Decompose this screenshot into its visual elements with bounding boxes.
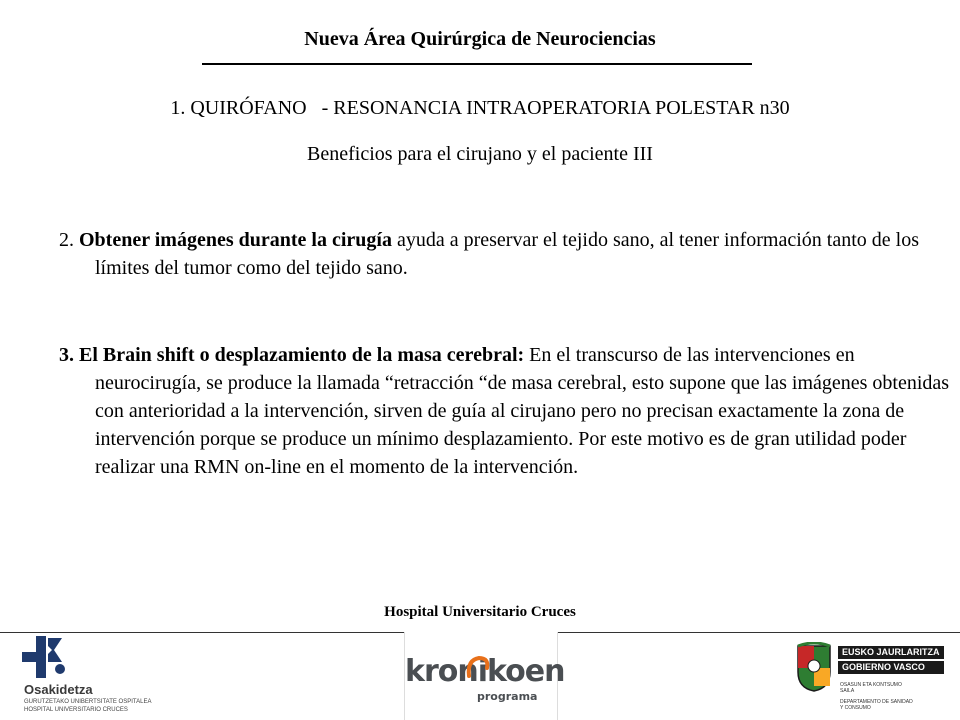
- osakidetza-subtitle-eu: GURUTZETAKO UNIBERTSITATE OSPITALEA: [24, 699, 152, 705]
- kronikoen-logo: [404, 632, 565, 720]
- gobierno-vasco-bar-eu: EUSKO JAURLARITZA: [838, 646, 944, 659]
- gobierno-vasco-bar-es: GOBIERNO VASCO: [838, 661, 944, 674]
- section-heading: 1. QUIRÓFANO - RESONANCIA INTRAOPERATORIA POLESTAR n30: [170, 97, 790, 119]
- point-lead: El Brain shift o desplazamiento de la masa cerebral:: [79, 344, 525, 366]
- gobierno-vasco-shield-icon: [796, 642, 832, 692]
- osakidetza-subtitle-es: HOSPITAL UNIVERSITARIO CRUCES: [24, 707, 128, 713]
- point-number: 3.: [59, 344, 79, 366]
- kronikoen-swirl-icon: [463, 652, 493, 682]
- osakidetza-name: Osakidetza: [24, 682, 93, 697]
- kronikoen-name: kronikoen: [405, 654, 565, 689]
- osakidetza-logo-icon: [22, 636, 70, 678]
- point-body: ayuda a preservar el tejido sano, al tener información tanto de los límites del tumor como del tejido sano.: [95, 229, 919, 279]
- point-lead: Obtener imágenes durante la cirugía: [79, 229, 392, 251]
- department-eu-line2: SAILA: [840, 688, 855, 694]
- page-title: Nueva Área Quirúrgica de Neurociencias: [304, 28, 656, 50]
- kronikoen-subtitle: programa: [477, 690, 538, 703]
- title-underline: [202, 63, 752, 65]
- point-body: En el transcurso de las intervenciones en neurocirugía, se produce la llamada “retracción “de masa cerebral, esto supone que las imágenes obtenidas con anterioridad a la intervención, sirven de guía al cirujano pero no precisan exactamente la zona de intervención porque se produce un mínimo desplazamiento. Por este motivo es de gran utilidad poder realizar una RMN on-line en el momento de la intervención.: [95, 344, 950, 478]
- department-es-line1: DEPARTAMENTO DE SANIDAD: [840, 699, 913, 705]
- department-es-line2: Y CONSUMO: [840, 705, 871, 711]
- department-eu-line1: OSASUN ETA KONTSUMO: [840, 682, 902, 688]
- footer-divider-right: [556, 632, 960, 633]
- footer-divider-left: [0, 632, 404, 633]
- benefit-point-2: [59, 226, 955, 282]
- section-subheading: Beneficios para el cirujano y el paciente III: [307, 143, 653, 165]
- point-number: 2.: [59, 229, 79, 251]
- hospital-name: Hospital Universitario Cruces: [384, 604, 576, 620]
- benefit-point-3: [59, 341, 955, 481]
